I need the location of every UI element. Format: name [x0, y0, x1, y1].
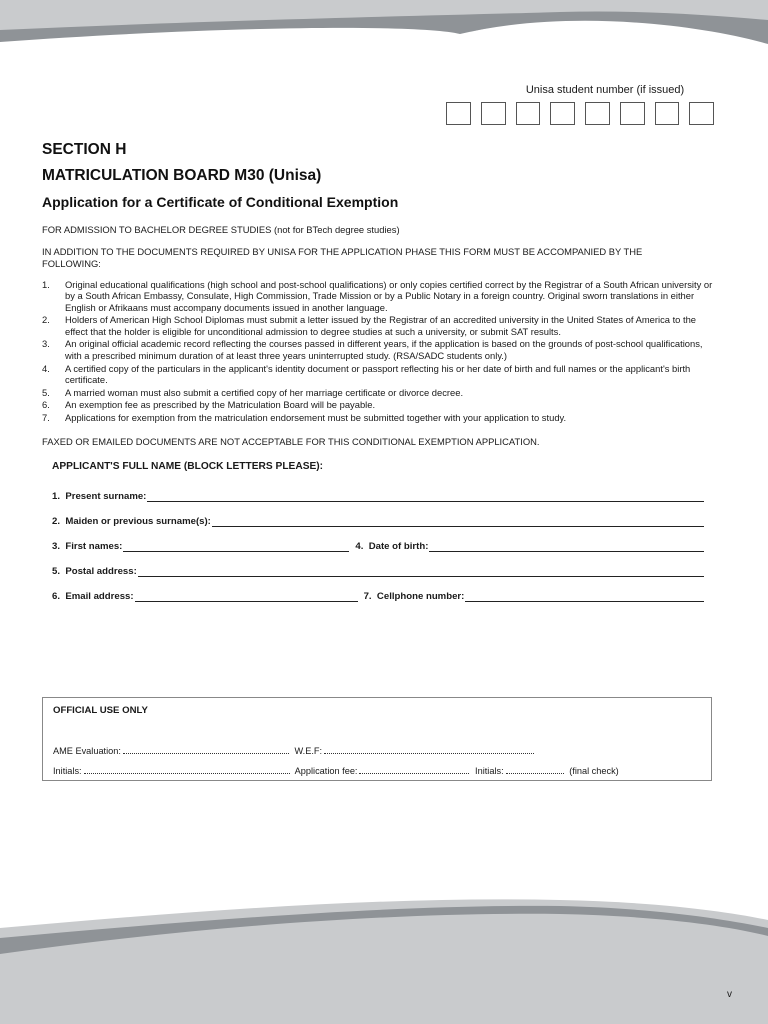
- postal-address-label: 5. Postal address:: [52, 566, 137, 577]
- date-of-birth-field[interactable]: [429, 540, 704, 552]
- section-heading: SECTION H: [42, 141, 127, 158]
- faxed-note: FAXED OR EMAILED DOCUMENTS ARE NOT ACCEPTABLE FOR THIS CONDITIONAL EXEMPTION APPLICATION.: [42, 436, 540, 447]
- student-number-label: Unisa student number (if issued): [525, 84, 685, 96]
- first-names-label: 3. First names:: [52, 541, 123, 552]
- wef-field[interactable]: [324, 744, 534, 754]
- list-item-number: 1.: [42, 279, 50, 290]
- date-of-birth-label: 4. Date of birth:: [355, 541, 429, 552]
- list-item: [42, 279, 714, 313]
- maiden-surname-row: [52, 515, 704, 527]
- list-item-text: An exemption fee as prescribed by the Matriculation Board will be payable.: [65, 399, 376, 411]
- official-use-box: [42, 697, 712, 781]
- list-item: [42, 399, 714, 410]
- student-number-digit-box[interactable]: [655, 102, 680, 125]
- official-use-row-2: [53, 764, 619, 776]
- cellphone-number-label: 7. Cellphone number:: [363, 591, 465, 602]
- application-fee-label: Application fee:: [294, 766, 358, 776]
- list-item: [42, 338, 714, 361]
- application-fee-field[interactable]: [359, 764, 469, 774]
- list-item-number: 7.: [42, 412, 50, 424]
- list-item: [42, 387, 714, 398]
- student-number-digit-box[interactable]: [620, 102, 645, 125]
- names-dob-row: [52, 540, 704, 552]
- final-initials-field[interactable]: [506, 764, 564, 774]
- present-surname-label: 1. Present surname:: [52, 491, 147, 502]
- list-item-text: An original official academic record reflecting the courses passed in different years, if the application is based on the grounds of post-school qualifications, with a prescribed minimum duration of at least three years uninterrupted study. (RSA/SADC students only.): [65, 338, 703, 361]
- requirements-list: [42, 279, 714, 425]
- final-initials-label: Initials:: [475, 766, 504, 776]
- cellphone-number-field[interactable]: [465, 590, 704, 602]
- student-number-digit-box[interactable]: [550, 102, 575, 125]
- student-number-digit-box[interactable]: [585, 102, 610, 125]
- email-cell-row: [52, 590, 704, 602]
- present-surname-field[interactable]: [147, 490, 704, 502]
- maiden-surname-field[interactable]: [212, 515, 704, 527]
- present-surname-row: [52, 490, 704, 502]
- student-number-section: [446, 84, 714, 125]
- board-heading: MATRICULATION BOARD M30 (Unisa): [42, 167, 322, 184]
- email-address-field[interactable]: [135, 590, 358, 602]
- application-title: Application for a Certificate of Conditional Exemption: [42, 194, 399, 210]
- list-item-text: Applications for exemption from the matriculation endorsement must be submitted together with your application to study.: [65, 412, 567, 424]
- official-use-row-1: [53, 744, 537, 756]
- initials-field[interactable]: [84, 764, 290, 774]
- list-item-text: Holders of American High School Diplomas must submit a letter issued by the Registrar of an accredited university in the United States of America to the effect that the holder is eligible for unconditional admission to degree studies at such a university, or submit SAT results.: [65, 314, 697, 337]
- list-item-text: A certified copy of the particulars in the applicant's identity document or passport reflecting his or her date of birth and full names or the applicant's birth certificate.: [65, 362, 691, 385]
- list-item-text: Original educational qualifications (high school and post-school qualifications) or only copies certified correct by the Registrar of a South African university or by a South African Embassy, Consulate, High Commission, Trade Mission or by a Public Notary in a foreign country. Original sworn translations in either English or Afrikaans must accompany documents issued in another language.: [65, 279, 713, 313]
- ame-evaluation-label: AME Evaluation:: [53, 746, 121, 756]
- student-number-digit-box[interactable]: [481, 102, 506, 125]
- list-item-number: 2.: [42, 314, 50, 326]
- wef-label: W.E.F:: [294, 746, 323, 756]
- ame-evaluation-field[interactable]: [123, 744, 289, 754]
- intro-paragraph: IN ADDITION TO THE DOCUMENTS REQUIRED BY UNISA FOR THE APPLICATION PHASE THIS FORM MUST BE ACCOMPANIED BY THE FOLLOWING:: [42, 246, 643, 269]
- first-names-field[interactable]: [123, 540, 349, 552]
- student-number-boxes: [446, 102, 714, 125]
- student-number-digit-box[interactable]: [689, 102, 714, 125]
- student-number-digit-box[interactable]: [446, 102, 471, 125]
- top-decorative-wave: [0, 0, 768, 48]
- maiden-surname-label: 2. Maiden or previous surname(s):: [52, 516, 211, 527]
- list-item-number: 4.: [42, 362, 50, 374]
- final-check-label: (final check): [569, 766, 619, 776]
- applicant-fields-title: APPLICANT'S FULL NAME (BLOCK LETTERS PLEASE):: [52, 461, 324, 472]
- list-item: [42, 363, 714, 386]
- student-number-digit-box[interactable]: [516, 102, 541, 125]
- list-item-number: 3.: [42, 338, 50, 350]
- initials-label: Initials:: [53, 766, 82, 776]
- list-item-number: 5.: [42, 386, 50, 398]
- postal-address-row: [52, 565, 704, 577]
- official-use-title: OFFICIAL USE ONLY: [53, 705, 148, 716]
- list-item-number: 6.: [42, 399, 50, 411]
- list-item-text: A married woman must also submit a certified copy of her marriage certificate or divorce decree.: [65, 386, 464, 398]
- email-address-label: 6. Email address:: [52, 591, 134, 602]
- admission-note: FOR ADMISSION TO BACHELOR DEGREE STUDIES (not for BTech degree studies): [42, 224, 400, 235]
- bottom-decorative-wave: [0, 890, 768, 1024]
- list-item: [42, 412, 714, 423]
- postal-address-field[interactable]: [138, 565, 704, 577]
- list-item: [42, 314, 714, 337]
- page-number: v: [727, 989, 732, 1000]
